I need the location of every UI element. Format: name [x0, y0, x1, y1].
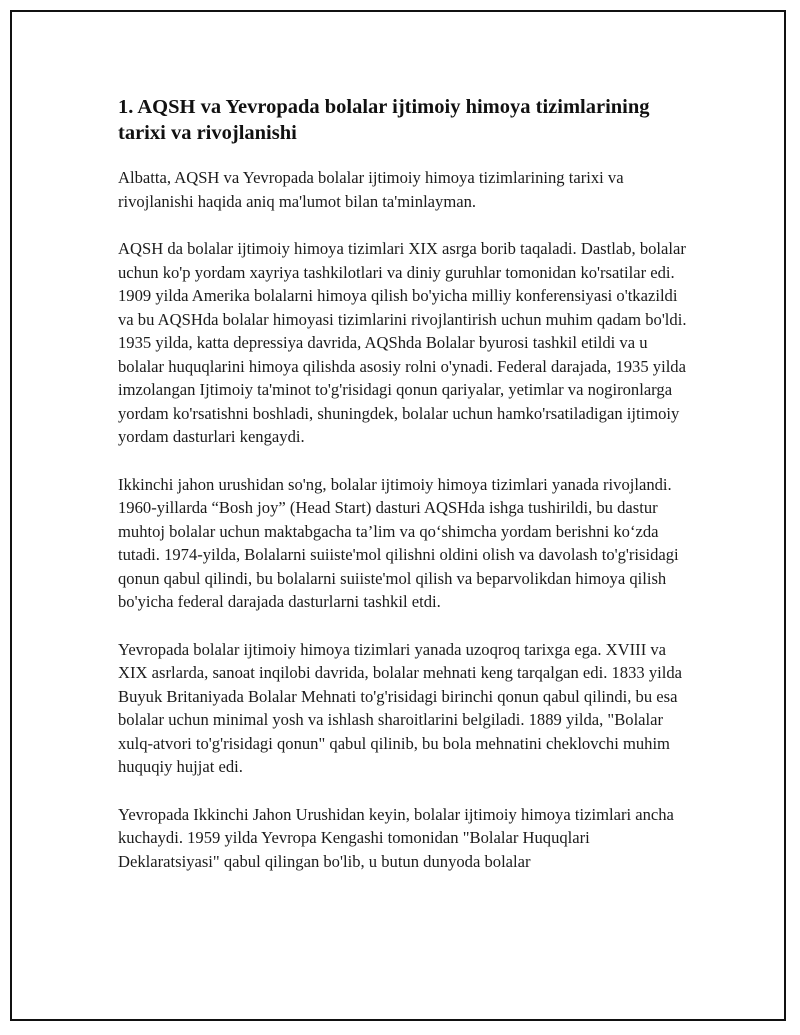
paragraph-intro: Albatta, AQSH va Yevropada bolalar ijtimoiy himoya tizimlarining tarixi va rivojlanishi haqida aniq ma'lumot bilan ta'minlayman. — [118, 168, 624, 211]
paragraph-post-war-usa: Ikkinchi jahon urushidan so'ng, bolalar ijtimoiy himoya tizimlari yanada rivojlandi. 1960-yillarda “Bosh joy” (Head Start) dasturi AQSHda ishga tushirildi, bu dastur muhtoj bolalar uchun maktabgacha ta’lim va qo‘shimcha yordam berishni ko‘zda tutadi. 1974-yilda, Bolalarni suiiste'mol qilishni oldini olish va davolash to'g'risidagi qonun qabul qilindi, bu bolalarni suiiste'mol qilish va beparvolikdan himoya qilish bo'yicha federal darajada dasturlarni tashkil etdi. — [118, 474, 679, 611]
paragraph-europe-history: Yevropada bolalar ijtimoiy himoya tizimlari yanada uzoqroq tarixga ega. XVIII va XIX asrlarda, sanoat inqilobi davrida, bolalar mehnati keng tarqalgan edi. 1833 yilda Buyuk Britaniyada Bolalar Mehnati to'g'risidagi birinchi qonun qabul qilindi, bu esa bolalar uchun minimal yosh va ishlash sharoitlarini belgiladi. 1889 yilda, "Bolalar xulq-atvori to'g'risidagi qonun" qabul qilinib, bu bola mehnatini cheklovchi muhim huquqiy hujjat edi. — [118, 639, 683, 776]
paragraph-post-war-europe: Yevropada Ikkinchi Jahon Urushidan keyin, bolalar ijtimoiy himoya tizimlari ancha kuchaydi. 1959 yilda Yevropa Kengashi tomonidan "Bolalar Huquqlari Deklaratsiyasi" qabul qilingan bo'lib, u butun dunyoda bolalar — [118, 804, 674, 871]
section-heading: 1. AQSH va Yevropada bolalar ijtimoiy himoya tizimlarining tarixi va rivojlanishi — [118, 96, 650, 144]
document-body — [118, 94, 693, 897]
paragraph-usa-history: AQSH da bolalar ijtimoiy himoya tizimlari XIX asrga borib taqaladi. Dastlab, bolalar uchun ko'p yordam xayriya tashkilotlari va diniy guruhlar tomonidan ko'rsatilar edi. 1909 yilda Amerika bolalarni himoya qilish bo'yicha milliy konferensiyasi o'tkazildi va bu AQSHda bolalar himoyasi tizimlarini rivojlantirish uchun muhim qadam bo'ldi. 1935 yilda, katta depressiya davrida, AQShda Bolalar byurosi tashkil etildi va u bolalar huquqlarini himoya qilishda asosiy rolni o'ynadi. Federal darajada, 1935 yilda imzolangan Ijtimoiy ta'minot to'g'risidagi qonun qariyalar, yetimlar va nogironlarga yordam ko'rsatishni boshladi, shuningdek, bolalar uchun hamko'rsatiladigan ijtimoiy yordam dasturlari kengaydi. — [118, 239, 687, 446]
